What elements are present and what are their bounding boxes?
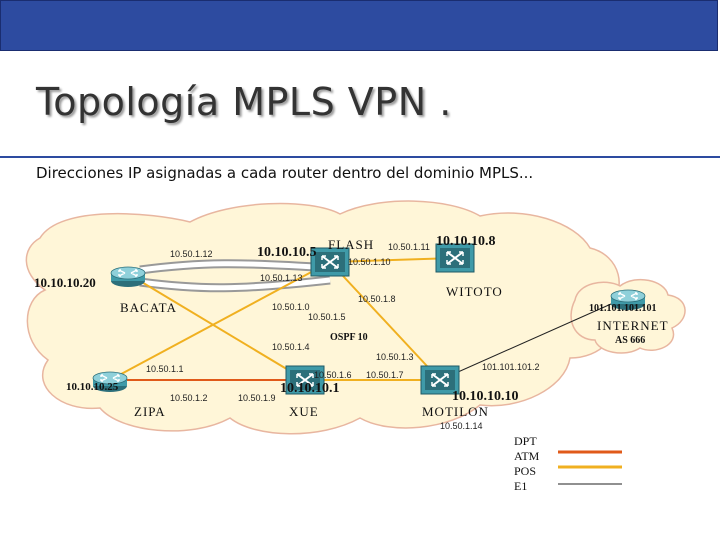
header-bar [0, 0, 718, 51]
loopback-motilon: 10.10.10.10 [452, 389, 519, 404]
if-label: 10.50.1.8 [358, 294, 396, 304]
if-label: 10.50.1.6 [314, 370, 352, 380]
router-name-zipa: ZIPA [134, 404, 166, 419]
if-label: 10.50.1.10 [348, 257, 391, 267]
legend [514, 434, 622, 493]
if-label: 10.50.1.12 [170, 249, 213, 259]
if-label: 10.50.1.5 [308, 312, 346, 322]
router-name-witoto: WITOTO [446, 284, 503, 299]
router-name-flash: FLASH [328, 237, 375, 252]
slide-title: Topología MPLS VPN . [36, 80, 452, 124]
router-name-motilon: MOTILON [422, 404, 489, 419]
router-name-internet: INTERNET [597, 318, 669, 333]
if-label: 10.50.1.11 [388, 242, 430, 252]
if-label: 10.50.1.0 [272, 302, 310, 312]
loopback-flash: 10.10.10.5 [257, 245, 317, 260]
switch-flash-icon[interactable] [311, 248, 349, 276]
if-label: 10.50.1.13 [260, 273, 303, 283]
legend-label-e1: E1 [514, 479, 528, 493]
if-label: 10.50.1.1 [146, 364, 184, 374]
loopback-xue: 10.10.10.1 [280, 381, 340, 396]
router-name-bacata: BACATA [120, 300, 177, 315]
loopback-internet: 101.101.101.101 [589, 303, 657, 314]
if-label: 10.50.1.4 [272, 342, 310, 352]
router-name-xue: XUE [289, 404, 319, 419]
slide-subtitle: Direcciones IP asignadas a cada router dentro del dominio MPLS... [36, 164, 534, 182]
asn-internet: AS 666 [615, 335, 646, 346]
legend-label-atm: ATM [514, 449, 540, 463]
legend-label-dpt: DPT [514, 434, 537, 448]
title-divider [0, 156, 720, 158]
if-label: 10.50.1.2 [170, 393, 208, 403]
ospf-label: OSPF 10 [330, 332, 368, 343]
router-bacata-icon[interactable] [111, 267, 145, 287]
if-label: 10.50.1.9 [238, 393, 276, 403]
if-label: 10.50.1.14 [440, 421, 483, 431]
network-topology-diagram [0, 190, 720, 535]
loopback-bacata: 10.10.10.20 [34, 275, 96, 290]
legend-label-pos: POS [514, 464, 537, 478]
if-label: 10.50.1.3 [376, 352, 414, 362]
loopback-zipa: 10.10.10.25 [66, 381, 119, 393]
if-label: 10.50.1.7 [366, 370, 404, 380]
if-label: 101.101.101.2 [482, 362, 540, 372]
loopback-witoto: 10.10.10.8 [436, 234, 496, 249]
